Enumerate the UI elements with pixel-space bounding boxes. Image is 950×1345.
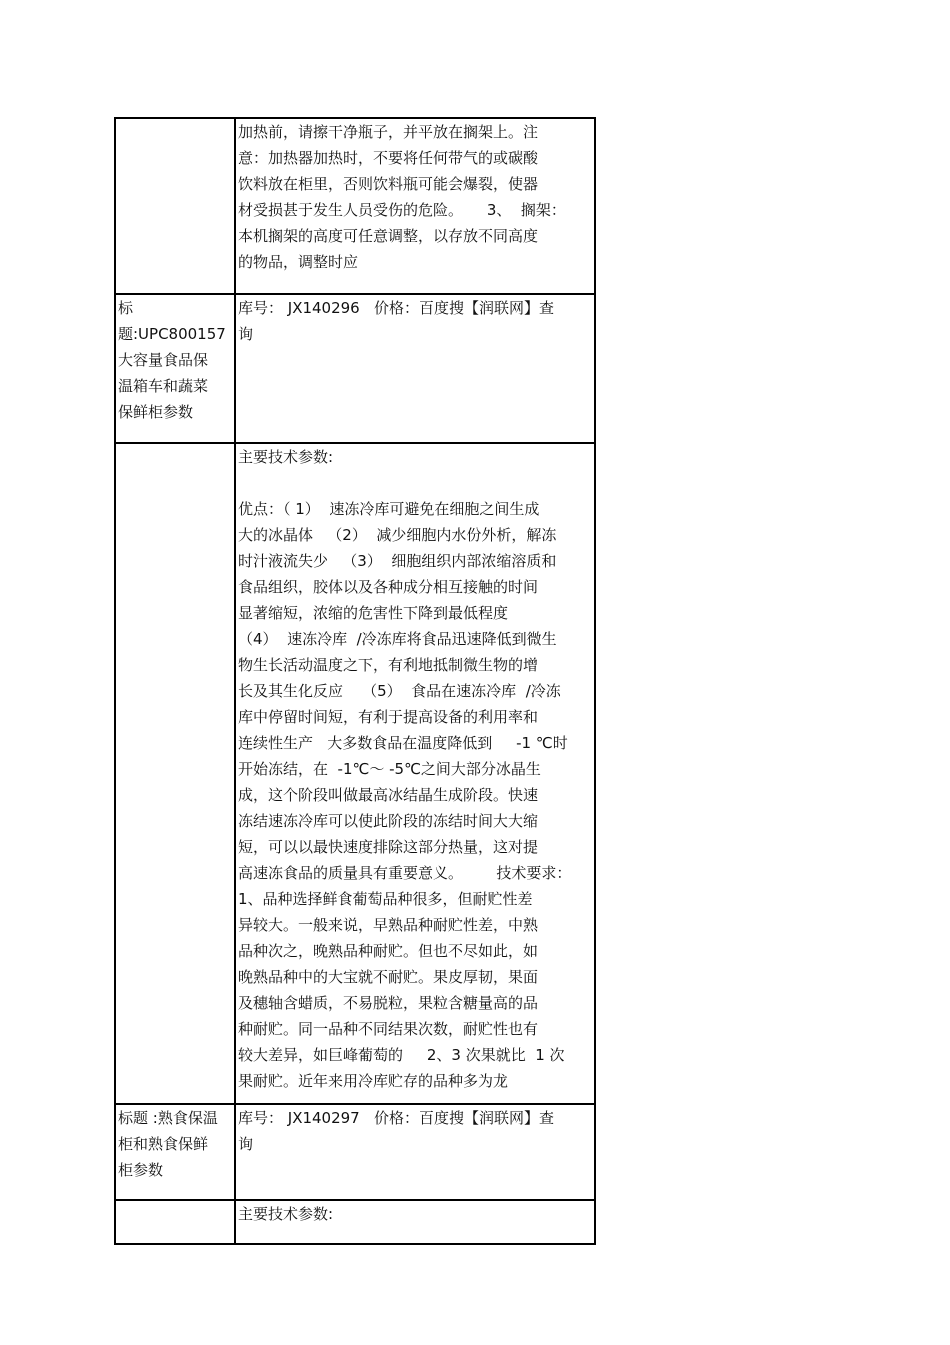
content-cell [235,294,595,443]
text-line: 种耐贮。同一品种不同结果次数，耐贮性也有 [238,1020,539,1038]
text-line: 意：加热器加热时，不要将任何带气的或碳酸 [238,149,539,167]
label-cell [115,294,235,443]
label-cell [115,118,235,294]
text-line: 本机搁架的高度可任意调整，以存放不同高度 [238,227,539,245]
text-line: 材受损甚于发生人员受伤的危险。 3、 搁架： [238,201,566,219]
text-line: 物生长活动温度之下，有利地抵制微生物的增 [238,656,539,674]
table-row [115,443,595,1104]
section-heading: 主要技术参数: [238,1205,334,1223]
text-line: 询 [238,1135,254,1153]
title-line: 标题 :熟食保温 [118,1109,218,1127]
text-line: 冻结速冻冷库可以使此阶段的冻结时间大大缩 [238,812,539,830]
title-line: 标 [118,299,134,317]
text-line: 询 [238,325,254,343]
content-cell [235,1104,595,1200]
section-heading: 主要技术参数: [238,448,334,466]
text-line: 优点：（ 1） 速冻冷库可避免在细胞之间生成 [238,500,540,518]
content-cell [235,443,595,1104]
title-line: 保鲜柜参数 [118,403,194,421]
text-line: 短，可以以最快速度排除这部分热量，这对提 [238,838,539,856]
title-line: 大容量食品保 [118,351,209,369]
text-line: 果耐贮。近年来用冷库贮存的品种多为龙 [238,1072,509,1090]
text-line: 库中停留时间短，有利于提高设备的利用率和 [238,708,539,726]
text-line: 品种次之，晚熟品种耐贮。但也不尽如此，如 [238,942,539,960]
text-line: 食品组织，胶体以及各种成分相互接触的时间 [238,578,539,596]
stock-price-line: 库号： JX140296 价格：百度搜【润联网】查 [238,299,555,317]
text-line: 成，这个阶段叫做最高冰结晶生成阶段。快速 [238,786,539,804]
title-line: 柜参数 [118,1161,164,1179]
table-row [115,1104,595,1200]
table-row [115,118,595,294]
content-cell [235,118,595,294]
table-row [115,294,595,443]
content-cell [235,1200,595,1244]
title-line: 温箱车和蔬菜 [118,377,209,395]
text-line: 长及其生化反应 （5） 食品在速冻冷库 /冷冻 [238,682,561,700]
text-line: 异较大。一般来说，早熟品种耐贮性差，中熟 [238,916,539,934]
stock-price-line: 库号： JX140297 价格：百度搜【润联网】查 [238,1109,555,1127]
text-line: 连续性生产 大多数食品在温度降低到 -1 ℃时 [238,734,568,752]
text-line: 大的冰晶体 （2） 减少细胞内水份外析，解冻 [238,526,557,544]
title-line: 题:UPC800157 [118,325,226,343]
text-line: 加热前，请擦干净瓶子，并平放在搁架上。注 [238,123,539,141]
text-line: 显著缩短，浓缩的危害性下降到最低程度 [238,604,509,622]
label-cell [115,443,235,1104]
text-line: 的物品，调整时应 [238,253,359,271]
text-line: 晚熟品种中的大宝就不耐贮。果皮厚韧，果面 [238,968,539,986]
title-line: 柜和熟食保鲜 [118,1135,209,1153]
text-line: 较大差异，如巨峰葡萄的 2、3 次果就比 1 次 [238,1046,565,1064]
text-line: 1、品种选择鲜食葡萄品种很多，但耐贮性差 [238,890,533,908]
text-line: 高速冻食品的质量具有重要意义。 技术要求： [238,864,572,882]
table-row [115,1200,595,1244]
text-line: （4） 速冻冷库 /冷冻库将食品迅速降低到微生 [238,630,557,648]
text-line: 及穗轴含蜡质，不易脱粒，果粒含糖量高的品 [238,994,539,1012]
label-cell [115,1200,235,1244]
label-cell [115,1104,235,1200]
text-line: 时汁液流失少 （3） 细胞组织内部浓缩溶质和 [238,552,557,570]
text-line: 开始冻结，在 -1℃～ -5℃之间大部分冰晶生 [238,760,541,778]
text-line: 饮料放在柜里，否则饮料瓶可能会爆裂，使器 [238,175,539,193]
spacer [238,470,594,496]
spec-table [114,117,596,1245]
